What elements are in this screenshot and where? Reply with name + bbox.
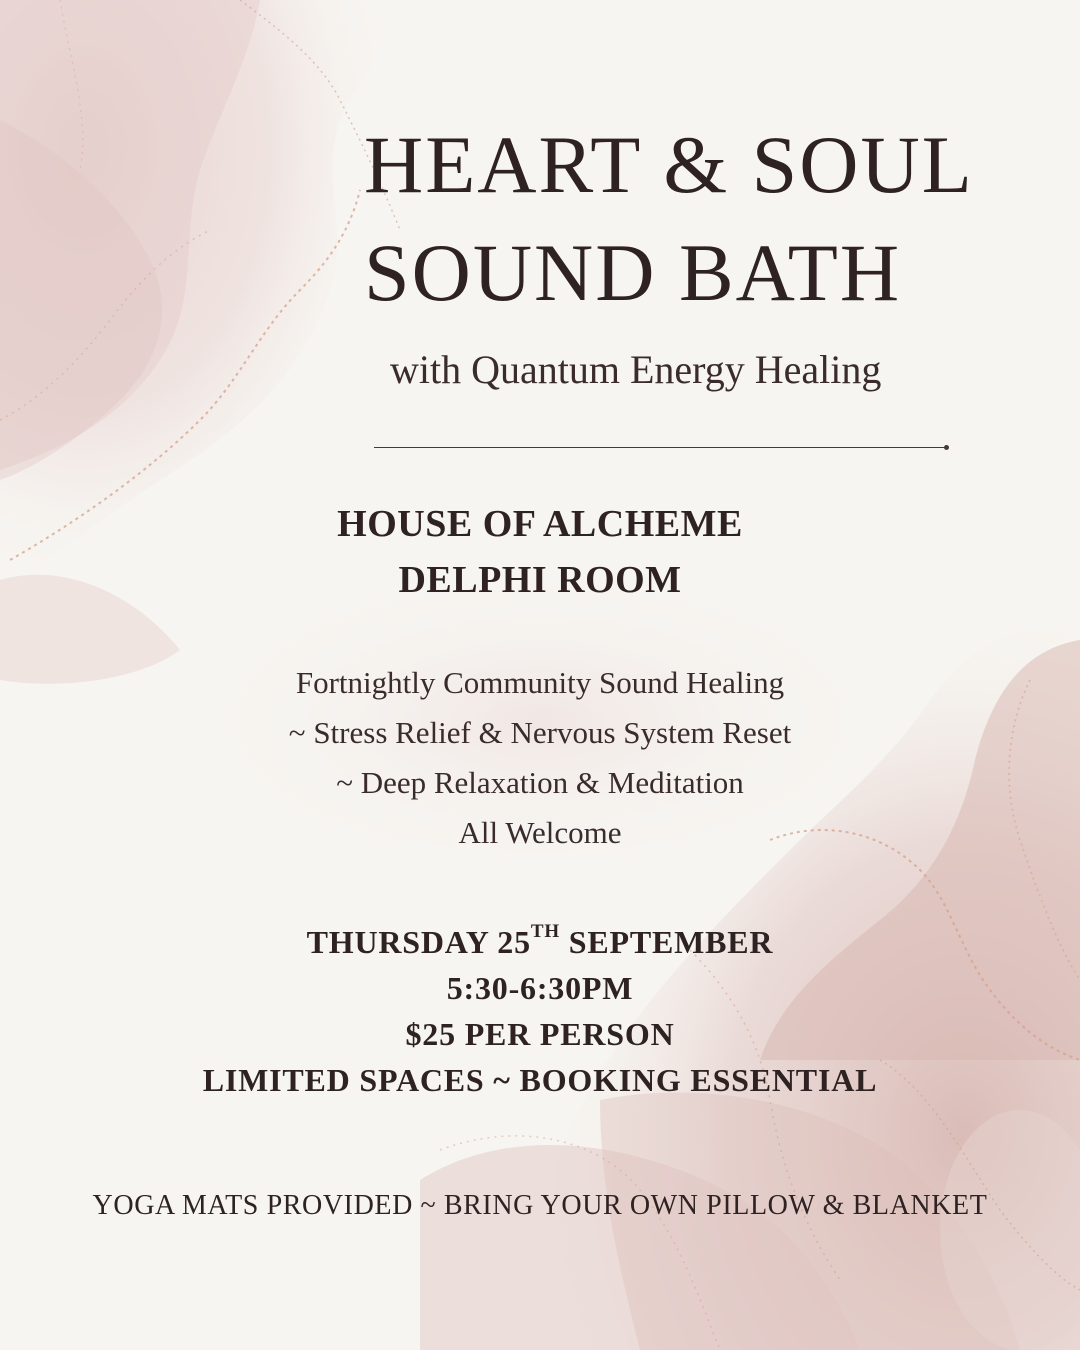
event-subtitle: with Quantum Energy Healing (390, 347, 882, 392)
divider-dot (944, 445, 949, 450)
event-title-line-2: SOUND BATH (364, 227, 902, 318)
booking-note: LIMITED SPACES ~ BOOKING ESSENTIAL (202, 1062, 878, 1098)
event-date-suffix: TH (530, 921, 560, 942)
description-line: ~ Deep Relaxation & Meditation (336, 765, 744, 800)
footer-note: YOGA MATS PROVIDED ~ BRING YOUR OWN PILLOW & BLANKET (92, 1190, 988, 1221)
divider-line (374, 447, 948, 448)
description-line: Fortnightly Community Sound Healing (295, 665, 785, 700)
venue-room: DELPHI ROOM (398, 559, 682, 601)
venue-name: HOUSE OF ALCHEME (337, 503, 743, 545)
event-time: 5:30-6:30PM (446, 970, 634, 1006)
event-title-line-1: HEART & SOUL (364, 119, 974, 210)
event-date (0, 921, 1080, 960)
event-price: $25 PER PERSON (405, 1016, 675, 1052)
description-line: ~ Stress Relief & Nervous System Reset (288, 715, 792, 750)
event-date-month: SEPTEMBER (559, 924, 774, 960)
event-date-day: THURSDAY 25 (306, 924, 531, 960)
description-line: All Welcome (458, 815, 622, 850)
